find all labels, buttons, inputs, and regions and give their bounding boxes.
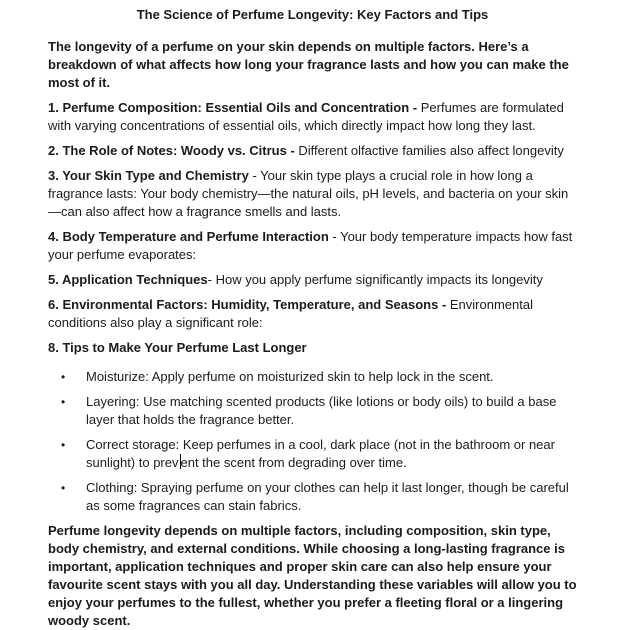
section-heading-text: 2. The Role of Notes: Woody vs. Citrus - — [48, 143, 299, 158]
section-body-text: Different olfactive families also affect longevity — [298, 143, 564, 158]
tips-heading: 8. Tips to Make Your Perfume Last Longer — [48, 340, 307, 355]
section-paragraph-3 — [48, 167, 577, 221]
list-item-text: Correct storage: Keep perfumes in a cool, dark place (not in the bathroom or near sunlight) to prev — [86, 437, 555, 470]
section-paragraph-6 — [48, 296, 577, 332]
bullet-icon: • — [61, 370, 66, 384]
bullet-icon: • — [61, 481, 66, 495]
section-body-text: Perfumes are formulated with varying concentrations of essential oils, which directly impact how long they last. — [48, 100, 564, 133]
list-item — [48, 479, 577, 515]
section-paragraph-1 — [48, 99, 577, 135]
list-item-text: ent the scent from degrading over time. — [180, 455, 407, 470]
section-body-text: - How you apply perfume significantly impacts its longevity — [207, 272, 543, 287]
list-item-text: Layering: Use matching scented products (like lotions or body oils) to build a base layer that holds the fragrance better. — [86, 394, 557, 427]
intro-paragraph: The longevity of a perfume on your skin depends on multiple factors. Here’s a breakdown of what affects how long your fragrance lasts and how you can make the most of it. — [48, 39, 569, 90]
section-paragraph-5 — [48, 271, 577, 289]
section-body-text: - Your skin type plays a crucial role in how long a fragrance lasts: Your body chemistry—the natural oils, pH levels, and bacteria on your skin—can also affect how a fragrance smells and lasts. — [48, 168, 569, 219]
section-paragraph-4 — [48, 228, 577, 264]
list-item — [48, 393, 577, 429]
section-heading-text: 6. Environmental Factors: Humidity, Temperature, and Seasons - — [48, 297, 450, 312]
section-heading-text: 4. Body Temperature and Perfume Interaction — [48, 229, 329, 244]
document-title: The Science of Perfume Longevity: Key Factors and Tips — [136, 7, 489, 22]
conclusion-paragraph: Perfume longevity depends on multiple factors, including composition, skin type, body chemistry, and external conditions. While choosing a long-lasting fragrance is important, application techniques and proper skin care can also help ensure your favourite scent stays with you all day. Understanding these variables will allow you to enjoy your perfumes to the fullest, whether you prefer a fleeting floral or a lingering woody scent. — [48, 523, 577, 628]
list-item-text: Clothing: Spraying perfume on your clothes can help it last longer, though be careful as some fragrances can stain fabrics. — [86, 480, 569, 513]
section-body-text: Environmental conditions also play a significant role: — [48, 297, 533, 330]
section-heading-text: 3. Your Skin Type and Chemistry — [48, 168, 249, 183]
list-item — [48, 368, 577, 386]
list-item-text: Moisturize: Apply perfume on moisturized skin to help lock in the scent. — [86, 369, 494, 384]
section-heading-text: 1. Perfume Composition: Essential Oils and Concentration - — [48, 100, 421, 115]
section-body-text: - Your body temperature impacts how fast your perfume evaporates: — [48, 229, 573, 262]
list-item — [48, 436, 577, 472]
tips-list — [48, 368, 577, 515]
section-paragraph-2 — [48, 142, 577, 160]
bullet-icon: • — [61, 395, 66, 409]
bullet-icon: • — [61, 438, 66, 452]
section-heading-text: 5. Application Techniques — [48, 272, 208, 287]
